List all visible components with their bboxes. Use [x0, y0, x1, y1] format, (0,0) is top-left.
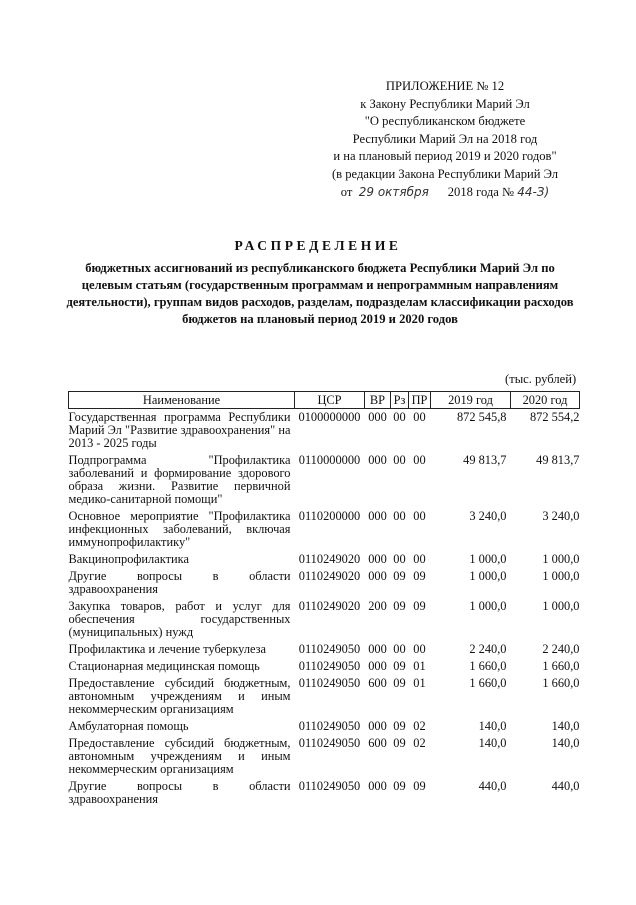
- header-pr: ПР: [409, 392, 431, 409]
- header-rz: Рз: [391, 392, 409, 409]
- cell-y2020: 49 813,7: [536, 453, 580, 467]
- cell-y2020: 140,0: [551, 736, 580, 750]
- cell-vr: 000: [368, 719, 387, 733]
- table-row: [69, 551, 580, 568]
- table-row: [69, 452, 580, 508]
- cell-y2019: 3 240,0: [469, 509, 507, 523]
- cell-y2019: 872 545,8: [456, 410, 507, 424]
- cell-name: Закупка товаров, работ и услуг для обеспечения государственных (муниципальных) нужд: [68, 599, 291, 639]
- cell-pr: 01: [413, 659, 426, 673]
- table-body: [69, 409, 580, 809]
- date-day-handwritten: 29 октября: [358, 184, 429, 199]
- document-title: РАСПРЕДЕЛЕНИЕ: [234, 238, 402, 253]
- cell-csr: 0110249050: [298, 676, 361, 690]
- cell-vr: 000: [368, 453, 387, 467]
- cell-y2020: 872 554,2: [529, 410, 580, 424]
- cell-rz: 09: [393, 736, 406, 750]
- cell-y2019: 1 000,0: [469, 569, 507, 583]
- cell-name: Основное мероприятие "Профилактика инфекционных заболеваний, включая иммунопрофилактику": [68, 509, 291, 549]
- cell-name: Стационарная медицинская помощь: [68, 659, 260, 673]
- table-header-row: [69, 392, 580, 409]
- cell-y2020: 2 240,0: [542, 642, 580, 656]
- date-year: 2018 года №: [447, 184, 515, 199]
- table-row: [69, 658, 580, 675]
- cell-pr: 01: [413, 676, 426, 690]
- cell-csr: 0110249020: [298, 569, 361, 583]
- cell-rz: 00: [393, 509, 406, 523]
- cell-pr: 02: [413, 719, 426, 733]
- cell-pr: 00: [413, 453, 426, 467]
- cell-vr: 600: [368, 736, 387, 750]
- appendix-line: "О республиканском бюджете: [364, 114, 526, 129]
- cell-name: Другие вопросы в области здравоохранения: [68, 569, 291, 596]
- cell-rz: 09: [393, 719, 406, 733]
- table-row: [69, 718, 580, 735]
- cell-name: Подпрограмма "Профилактика заболеваний и формирование здорового образа жизни. Развитие первичной медико-санитарной помощи": [68, 453, 291, 506]
- cell-y2020: 140,0: [551, 719, 580, 733]
- header-2020: 2020 год: [511, 392, 580, 409]
- cell-vr: 000: [368, 509, 387, 523]
- appendix-date-line: [300, 184, 590, 202]
- cell-vr: 000: [368, 569, 387, 583]
- cell-pr: 00: [413, 509, 426, 523]
- appendix-line: ПРИЛОЖЕНИЕ № 12: [385, 79, 505, 93]
- cell-vr: 600: [368, 676, 387, 690]
- cell-pr: 00: [413, 642, 426, 656]
- appendix-line: к Закону Республики Марий Эл: [360, 96, 530, 111]
- cell-rz: 09: [393, 569, 406, 583]
- cell-csr: 0110249050: [298, 659, 361, 673]
- table-row: [69, 508, 580, 551]
- cell-pr: 00: [413, 410, 426, 424]
- cell-name: Предоставление субсидий бюджетным, автономным учреждениям и иным некоммерческим организациям: [68, 736, 291, 776]
- cell-y2020: 1 660,0: [542, 659, 580, 673]
- cell-y2019: 440,0: [478, 779, 507, 793]
- cell-vr: 000: [368, 659, 387, 673]
- cell-pr: 09: [413, 599, 426, 613]
- cell-y2020: 1 000,0: [542, 552, 580, 566]
- cell-vr: 000: [368, 779, 387, 793]
- table-row: [69, 675, 580, 718]
- cell-vr: 000: [368, 642, 387, 656]
- document-subtitle: бюджетных ассигнований из республиканского бюджета Республики Марий Эл по целевым статьям (государственным программам и непрограммным направлениям деятельности), группам видов расходов, разделам, подразделам классификации расходов бюджетов на плановый период 2019 и 2020 годов: [66, 261, 574, 326]
- cell-y2020: 1 000,0: [542, 599, 580, 613]
- cell-rz: 09: [393, 599, 406, 613]
- table-row: [69, 568, 580, 598]
- cell-y2019: 1 660,0: [469, 676, 507, 690]
- cell-vr: 000: [368, 552, 387, 566]
- table-row: [69, 598, 580, 641]
- cell-csr: 0110200000: [298, 509, 361, 523]
- header-csr: ЦСР: [295, 392, 365, 409]
- cell-y2019: 140,0: [478, 719, 507, 733]
- cell-y2019: 2 240,0: [469, 642, 507, 656]
- table-row: [69, 778, 580, 808]
- units-label: (тыс. рублей): [505, 372, 577, 386]
- cell-y2020: 1 000,0: [542, 569, 580, 583]
- header-name: Наименование: [69, 392, 295, 409]
- cell-name: Амбулаторная помощь: [68, 719, 189, 733]
- cell-name: Государственная программа Республики Марий Эл "Развитие здравоохранения" на 2013 - 2025 годы: [68, 410, 291, 450]
- cell-csr: 0110249050: [298, 642, 361, 656]
- cell-csr: 0110249050: [298, 719, 361, 733]
- cell-rz: 09: [393, 676, 406, 690]
- cell-rz: 09: [393, 659, 406, 673]
- cell-csr: 0110249050: [298, 736, 361, 750]
- header-vr: ВР: [365, 392, 391, 409]
- cell-name: Предоставление субсидий бюджетным, автономным учреждениям и иным некоммерческим организациям: [68, 676, 291, 716]
- cell-rz: 09: [393, 779, 406, 793]
- appendix-line: Республики Марий Эл на 2018 год: [352, 131, 538, 146]
- table-row: [69, 409, 580, 453]
- cell-y2020: 440,0: [551, 779, 580, 793]
- cell-rz: 00: [393, 453, 406, 467]
- cell-pr: 02: [413, 736, 426, 750]
- appendix-block: [300, 78, 590, 201]
- cell-rz: 00: [393, 552, 406, 566]
- cell-vr: 000: [368, 410, 387, 424]
- cell-y2019: 1 660,0: [469, 659, 507, 673]
- table-row: [69, 641, 580, 658]
- cell-vr: 200: [368, 599, 387, 613]
- cell-csr: 0110000000: [298, 453, 361, 467]
- cell-pr: 09: [413, 779, 426, 793]
- cell-y2019: 1 000,0: [469, 599, 507, 613]
- cell-name: Профилактика и лечение туберкулеза: [68, 642, 267, 656]
- cell-name: Другие вопросы в области здравоохранения: [68, 779, 291, 806]
- table-row: [69, 735, 580, 778]
- cell-y2020: 1 660,0: [542, 676, 580, 690]
- cell-rz: 00: [393, 642, 406, 656]
- cell-csr: 0110249050: [298, 779, 361, 793]
- date-number-handwritten: 44-З): [517, 184, 550, 199]
- appendix-line: (в редакции Закона Республики Марий Эл: [331, 166, 559, 181]
- budget-table: [68, 391, 580, 808]
- cell-rz: 00: [393, 410, 406, 424]
- cell-y2019: 1 000,0: [469, 552, 507, 566]
- date-prefix: от: [340, 184, 353, 199]
- cell-csr: 0100000000: [298, 410, 361, 424]
- cell-csr: 0110249020: [298, 599, 361, 613]
- cell-pr: 09: [413, 569, 426, 583]
- cell-y2020: 3 240,0: [542, 509, 580, 523]
- appendix-line: и на плановый период 2019 и 2020 годов": [333, 149, 557, 164]
- header-2019: 2019 год: [431, 392, 511, 409]
- cell-pr: 00: [413, 552, 426, 566]
- cell-y2019: 140,0: [478, 736, 507, 750]
- cell-csr: 0110249020: [298, 552, 361, 566]
- cell-name: Вакцинопрофилактика: [68, 552, 189, 566]
- cell-y2019: 49 813,7: [463, 453, 507, 467]
